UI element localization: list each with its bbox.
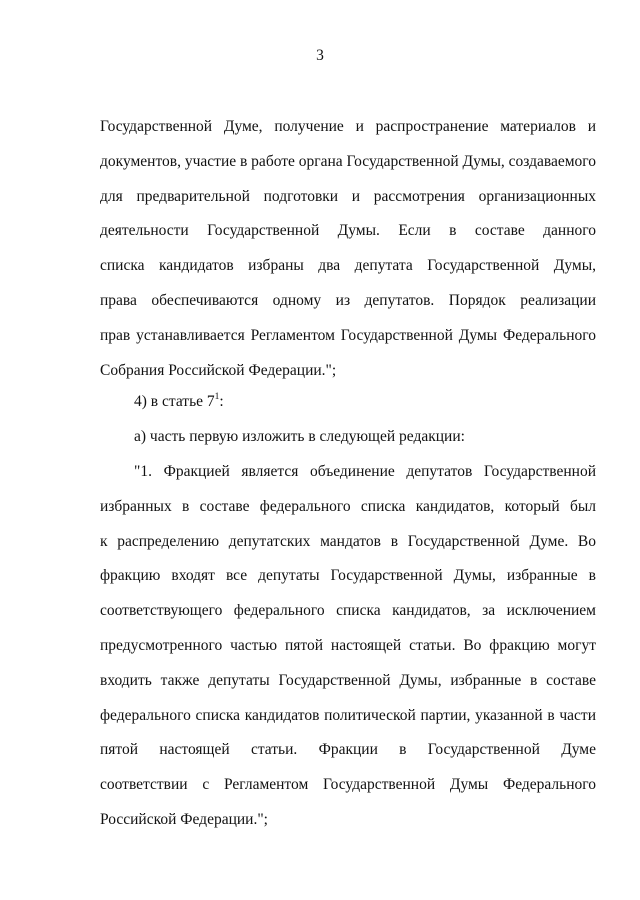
text-line: документов, участие в работе органа Государственной Думы, создаваемого	[100, 152, 596, 170]
text-line: а) часть первую изложить в следующей редакции:	[134, 428, 465, 445]
item-4-superscript: 1	[214, 392, 220, 402]
text-line: входить также депутаты Государственной Думы, избранные в составе	[100, 671, 596, 689]
text-line	[100, 385, 596, 420]
text-line: права обеспечиваются одному из депутатов. Порядок реализации	[100, 291, 596, 309]
text-line: избранных в составе федерального списка кандидатов, который был	[100, 497, 596, 515]
item-4-heading	[100, 385, 596, 420]
text-line: соответствии с Регламентом Государственной Думы Федерального	[100, 776, 596, 794]
text-line: для предварительной подготовки и рассмотрения организационных	[100, 187, 596, 205]
text-line: предусмотренного частью пятой настоящей статьи. Во фракцию могут	[100, 636, 596, 654]
text-line: Российской Федерации.";	[100, 810, 268, 828]
page-number: 3	[316, 47, 324, 64]
subitem-a	[100, 420, 596, 455]
text-line: фракцию входят все депутаты Государственной Думы, избранные в	[100, 567, 596, 585]
text-line: пятой настоящей статьи. Фракции в Государственной Думе	[100, 741, 596, 759]
text-line: "1. Фракцией является объединение депутатов Государственной	[134, 463, 596, 480]
text-line: федерального списка кандидатов политической партии, указанной в части	[100, 706, 596, 724]
paragraph-continuation	[100, 110, 596, 388]
text-line: Собрания Российской Федерации.";	[100, 361, 337, 379]
text-line: деятельности Государственной Думы. Если в составе данного	[100, 222, 596, 240]
text-line: соответствующего федерального списка кандидатов, за исключением	[100, 602, 596, 620]
paragraph-new-text	[100, 455, 596, 838]
text-line: прав устанавливается Регламентом Государственной Думы Федерального	[100, 326, 596, 344]
text-line: к распределению депутатских мандатов в Государственной Думе. Во	[100, 532, 596, 550]
text-line: списка кандидатов избраны два депутата Государственной Думы,	[100, 257, 596, 275]
text-line: Государственной Думе, получение и распространение материалов и	[100, 118, 596, 135]
item-4-suffix: :	[219, 393, 224, 410]
item-4-text: 4) в статье 7	[134, 393, 215, 410]
